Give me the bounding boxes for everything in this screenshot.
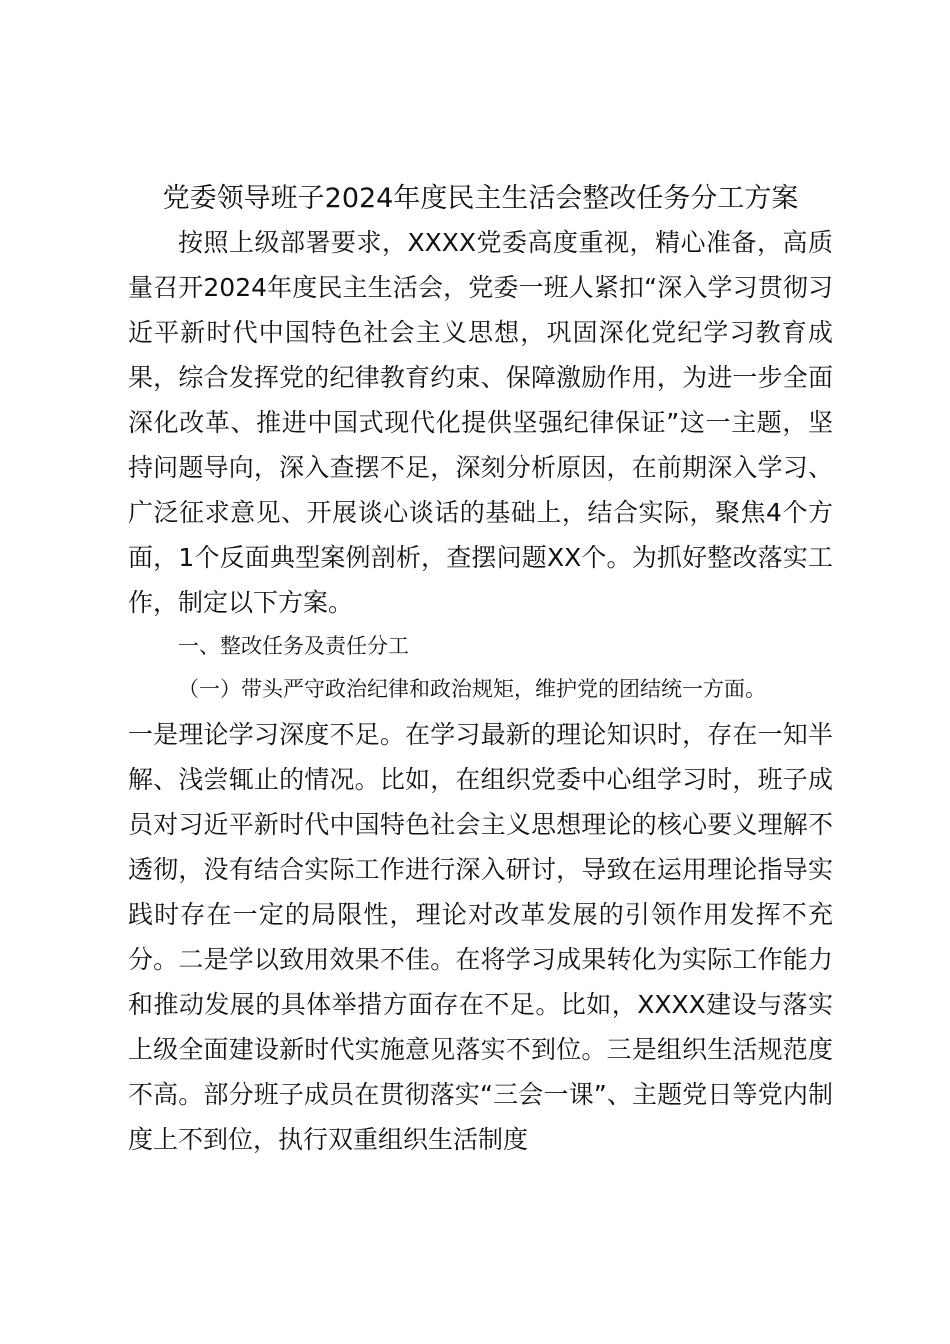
subsection-heading: （一）带头严守政治纪律和政治规矩，维护党的团结统一方面。 <box>178 677 766 701</box>
intro-paragraph: 按照上级部署要求，XXXX党委高度重视，精心准备，高质量召开2024年度民主生活会，党委一班人紧扣“深入学习贯彻习近平新时代中国特色社会主义思想，巩固深化党纪学习教育成果，综合发挥党的纪律教育约束、保障激励作用，为进一步全面深化改革、推进中国式现代化提供坚强纪律保证”这一主题，坚持问题导向，深入查摆不足，深刻分析原因，在前期深入学习、广泛征求意见、开展谈心谈话的基础上，结合实际，聚焦4个方面，1个反面典型案例剖析，查摆问题XX个。为抓好整改落实工作，制定以下方案。 <box>128 228 833 617</box>
subsection-body-paragraph: 一是理论学习深度不足。在学习最新的理论知识时，存在一知半解、浅尝辄止的情况。比如，在组织党委中心组学习时，班子成员对习近平新时代中国特色社会主义思想理论的核心要义理解不透彻，没有结合实际工作进行深入研讨，导致在运用理论指导实践时存在一定的局限性，理论对改革发展的引领作用发挥不充分。二是学以致用效果不佳。在将学习成果转化为实际工作能力和推动发展的具体举措方面存在不足。比如，XXXX建设与落实上级全面建设新时代实施意见落实不到位。三是组织生活规范度不高。部分班子成员在贯彻落实“三会一课”、主题党日等党内制度上不到位，执行双重组织生活制度 <box>128 720 833 1154</box>
section-heading: 一、整改任务及责任分工 <box>178 634 409 658</box>
document-body <box>128 178 833 1162</box>
document-title: 党委领导班子2024年度民主生活会整改任务分工方案 <box>162 183 799 214</box>
